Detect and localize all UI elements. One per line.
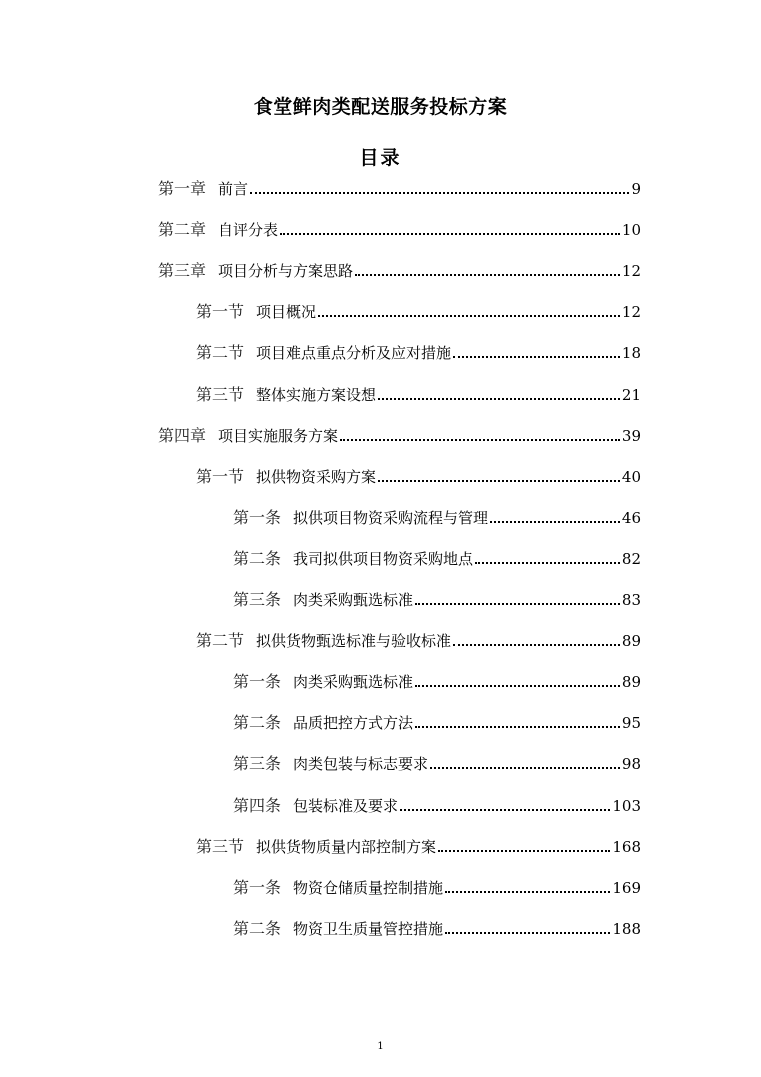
toc-dot-leader xyxy=(250,192,629,194)
toc-entry-number: 第一节 xyxy=(196,467,245,486)
toc-entry-title: 肉类采购甄选标准 xyxy=(293,673,414,691)
toc-dot-leader xyxy=(438,850,610,852)
toc-dot-leader xyxy=(475,562,620,564)
toc-entry-number: 第四条 xyxy=(233,796,282,815)
toc-heading: 目录 xyxy=(359,147,402,169)
toc-entry-number: 第一节 xyxy=(196,302,245,321)
toc-entry-title: 项目难点重点分析及应对措施 xyxy=(256,344,452,362)
toc-entry-title: 拟供项目物资采购流程与管理 xyxy=(293,509,489,527)
toc-entry[interactable] xyxy=(158,255,641,281)
toc-entry[interactable] xyxy=(196,831,641,857)
toc-entry-title: 整体实施方案设想 xyxy=(256,386,377,404)
toc-dot-leader xyxy=(415,726,620,728)
toc-entry-page: 10 xyxy=(621,221,641,239)
toc-entry-title: 项目分析与方案思路 xyxy=(218,262,354,280)
toc-entry[interactable] xyxy=(233,748,641,774)
toc-dot-leader xyxy=(355,274,620,276)
toc-entry[interactable] xyxy=(196,379,641,405)
toc-entry-page: 12 xyxy=(621,303,641,321)
document-title: 食堂鲜肉类配送服务投标方案 xyxy=(253,96,508,118)
toc-entry-title: 拟供物资采购方案 xyxy=(256,468,377,486)
toc-entry-number: 第二章 xyxy=(158,220,207,239)
toc-entry-number: 第三节 xyxy=(196,385,245,404)
toc-entry[interactable] xyxy=(196,461,641,487)
toc-entry-page: 188 xyxy=(612,920,641,938)
toc-entry[interactable] xyxy=(233,872,641,898)
page-number: 1 xyxy=(377,1041,384,1052)
toc-entry-number: 第四章 xyxy=(158,426,207,445)
toc-dot-leader xyxy=(340,439,620,441)
toc-entry-page: 89 xyxy=(621,632,641,650)
toc-entry[interactable] xyxy=(233,584,641,610)
toc-entry-title: 物资仓储质量控制措施 xyxy=(293,879,444,897)
toc-dot-leader xyxy=(453,356,620,358)
toc-entry-page: 83 xyxy=(621,591,641,609)
toc-entry[interactable] xyxy=(233,913,641,939)
toc-entry-number: 第二条 xyxy=(233,713,282,732)
toc-entry-title: 包装标准及要求 xyxy=(293,797,399,815)
toc-entry[interactable] xyxy=(233,502,641,528)
toc-entry-title: 项目实施服务方案 xyxy=(218,427,339,445)
toc-dot-leader xyxy=(378,398,620,400)
toc-entry-title: 肉类包装与标志要求 xyxy=(293,755,429,773)
toc-entry-page: 95 xyxy=(621,714,641,732)
toc-entry-number: 第三节 xyxy=(196,837,245,856)
toc-dot-leader xyxy=(453,644,620,646)
toc-entry[interactable] xyxy=(158,420,641,446)
toc-dot-leader xyxy=(430,767,620,769)
toc-entry-number: 第三条 xyxy=(233,754,282,773)
toc-entry-number: 第一章 xyxy=(158,179,207,198)
toc-entry-title: 自评分表 xyxy=(218,221,279,239)
toc-entry-title: 项目概况 xyxy=(256,303,317,321)
toc-entry-number: 第二节 xyxy=(196,343,245,362)
toc-entry-title: 拟供货物甄选标准与验收标准 xyxy=(256,632,452,650)
toc-entry-page: 18 xyxy=(621,344,641,362)
toc-entry[interactable] xyxy=(196,625,641,651)
toc-entry-page: 168 xyxy=(612,838,641,856)
toc-entry[interactable] xyxy=(158,214,641,240)
toc-entry-title: 我司拟供项目物资采购地点 xyxy=(293,550,474,568)
toc-entry[interactable] xyxy=(233,666,641,692)
toc-dot-leader xyxy=(490,521,620,523)
toc-entry-number: 第二节 xyxy=(196,631,245,650)
toc-entry-page: 9 xyxy=(631,180,641,198)
toc-entry-page: 46 xyxy=(621,509,641,527)
toc-entry-title: 拟供货物质量内部控制方案 xyxy=(256,838,437,856)
toc-entry[interactable] xyxy=(233,543,641,569)
toc-dot-leader xyxy=(318,315,620,317)
toc-dot-leader xyxy=(415,685,620,687)
toc-entry-page: 39 xyxy=(621,427,641,445)
toc-entry-number: 第一条 xyxy=(233,508,282,527)
toc-entry-page: 40 xyxy=(621,468,641,486)
toc-dot-leader xyxy=(415,603,620,605)
toc-dot-leader xyxy=(378,480,620,482)
toc-entry[interactable] xyxy=(158,173,641,199)
toc-dot-leader xyxy=(400,809,610,811)
toc-dot-leader xyxy=(280,233,620,235)
toc-entry[interactable] xyxy=(233,707,641,733)
toc-entry-page: 21 xyxy=(621,386,641,404)
toc-dot-leader xyxy=(445,891,610,893)
toc-entry-title: 肉类采购甄选标准 xyxy=(293,591,414,609)
toc-entry-title: 品质把控方式方法 xyxy=(293,714,414,732)
toc-entry-page: 98 xyxy=(621,755,641,773)
toc-entry-number: 第一条 xyxy=(233,672,282,691)
toc-entry-title: 前言 xyxy=(218,180,249,198)
toc-dot-leader xyxy=(445,932,610,934)
toc-entry-page: 103 xyxy=(612,797,641,815)
toc-entry-number: 第三章 xyxy=(158,261,207,280)
toc-entry-page: 89 xyxy=(621,673,641,691)
toc-entry-title: 物资卫生质量管控措施 xyxy=(293,920,444,938)
toc-entry-number: 第二条 xyxy=(233,919,282,938)
toc-entry[interactable] xyxy=(233,790,641,816)
toc-entry-page: 169 xyxy=(612,879,641,897)
toc-entry-page: 82 xyxy=(621,550,641,568)
toc-entry-number: 第一条 xyxy=(233,878,282,897)
toc-entry-number: 第二条 xyxy=(233,549,282,568)
toc-entry-number: 第三条 xyxy=(233,590,282,609)
toc-entry[interactable] xyxy=(196,296,641,322)
toc-entry[interactable] xyxy=(196,337,641,363)
toc-entry-page: 12 xyxy=(621,262,641,280)
